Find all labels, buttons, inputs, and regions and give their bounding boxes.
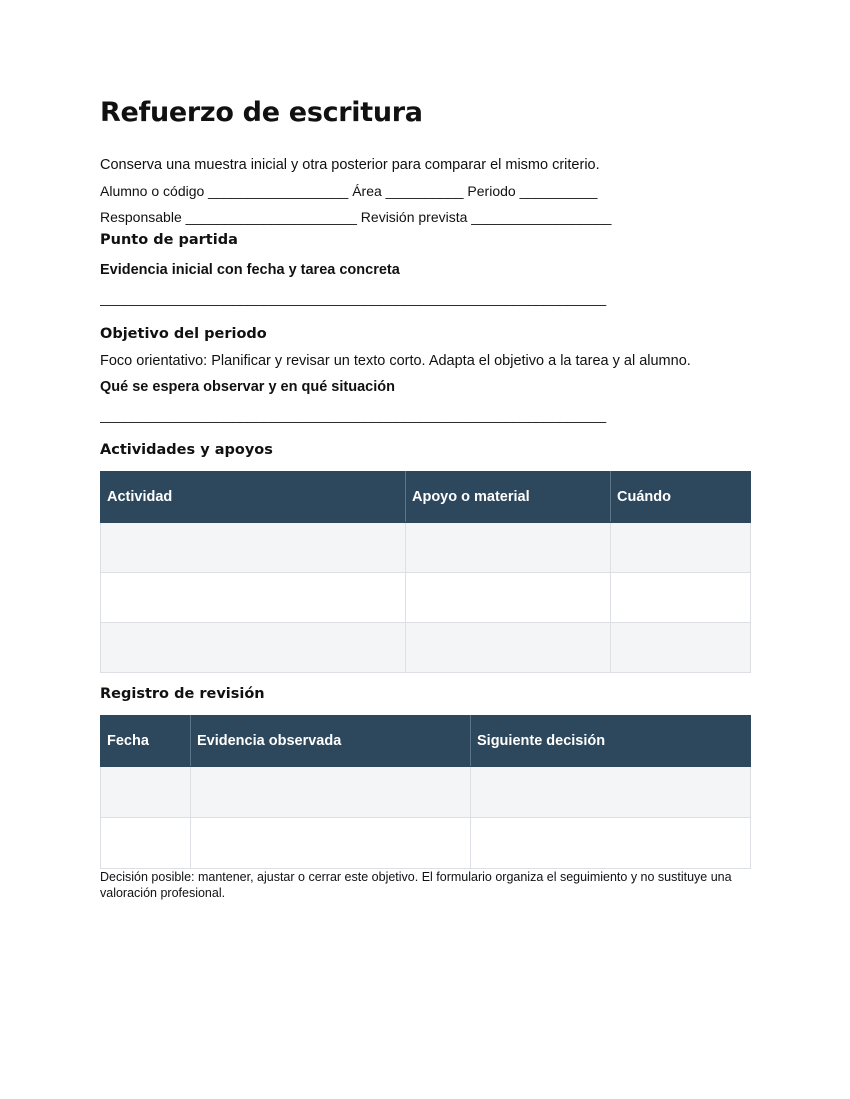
table-cell[interactable] [101, 523, 406, 573]
table-cell[interactable] [611, 623, 751, 673]
column-header-when: Cuándo [611, 472, 751, 523]
start-evidence-line[interactable]: _________________________________________________________________ [100, 290, 607, 306]
page-title: Refuerzo de escritura [100, 97, 423, 128]
column-header-next-decision: Siguiente decisión [471, 716, 751, 767]
table-cell[interactable] [471, 767, 751, 818]
table-cell[interactable] [611, 523, 751, 573]
header-fields [100, 182, 750, 234]
table-cell[interactable] [406, 623, 611, 673]
review-table [100, 715, 751, 869]
table-row [101, 573, 751, 623]
section-heading-activities: Actividades y apoyos [100, 442, 273, 458]
table-cell[interactable] [191, 818, 471, 869]
table-cell[interactable] [191, 767, 471, 818]
table-row [101, 523, 751, 573]
table-cell[interactable] [101, 623, 406, 673]
table-cell[interactable] [101, 818, 191, 869]
table-cell[interactable] [611, 573, 751, 623]
activities-table [100, 471, 751, 673]
column-header-evidence: Evidencia observada [191, 716, 471, 767]
column-header-date: Fecha [101, 716, 191, 767]
table-cell[interactable] [471, 818, 751, 869]
table-cell[interactable] [406, 573, 611, 623]
document-page [100, 95, 750, 901]
section-heading-review: Registro de revisión [100, 686, 265, 702]
table-row [101, 623, 751, 673]
table-row [101, 767, 751, 818]
table-row [101, 818, 751, 869]
column-header-support: Apoyo o material [406, 472, 611, 523]
start-evidence-prompt: Evidencia inicial con fecha y tarea concreta [100, 262, 400, 278]
table-cell[interactable] [406, 523, 611, 573]
table-header-row [101, 716, 751, 767]
table-header-row [101, 472, 751, 523]
objective-expectation-prompt: Qué se espera observar y en qué situación [100, 379, 395, 395]
objective-focus-text: Foco orientativo: Planificar y revisar un texto corto. Adapta el objetivo a la tarea y al alumno. [100, 353, 691, 369]
column-header-activity: Actividad [101, 472, 406, 523]
table-cell[interactable] [101, 573, 406, 623]
footer-note: Decisión posible: mantener, ajustar o cerrar este objetivo. El formulario organiza el seguimiento y no sustituye una valoración profesional. [100, 870, 732, 900]
objective-expectation-line[interactable]: _________________________________________________________________ [100, 407, 607, 423]
fields-row-student-area-period[interactable]: Alumno o código __________________ Área __________ Periodo __________ [100, 183, 598, 199]
intro-text: Conserva una muestra inicial y otra posterior para comparar el mismo criterio. [100, 157, 600, 173]
table-cell[interactable] [101, 767, 191, 818]
section-heading-objective: Objetivo del periodo [100, 326, 267, 342]
section-heading-start: Punto de partida [100, 232, 238, 248]
fields-row-responsible-review[interactable]: Responsable ______________________ Revisión prevista __________________ [100, 209, 612, 225]
